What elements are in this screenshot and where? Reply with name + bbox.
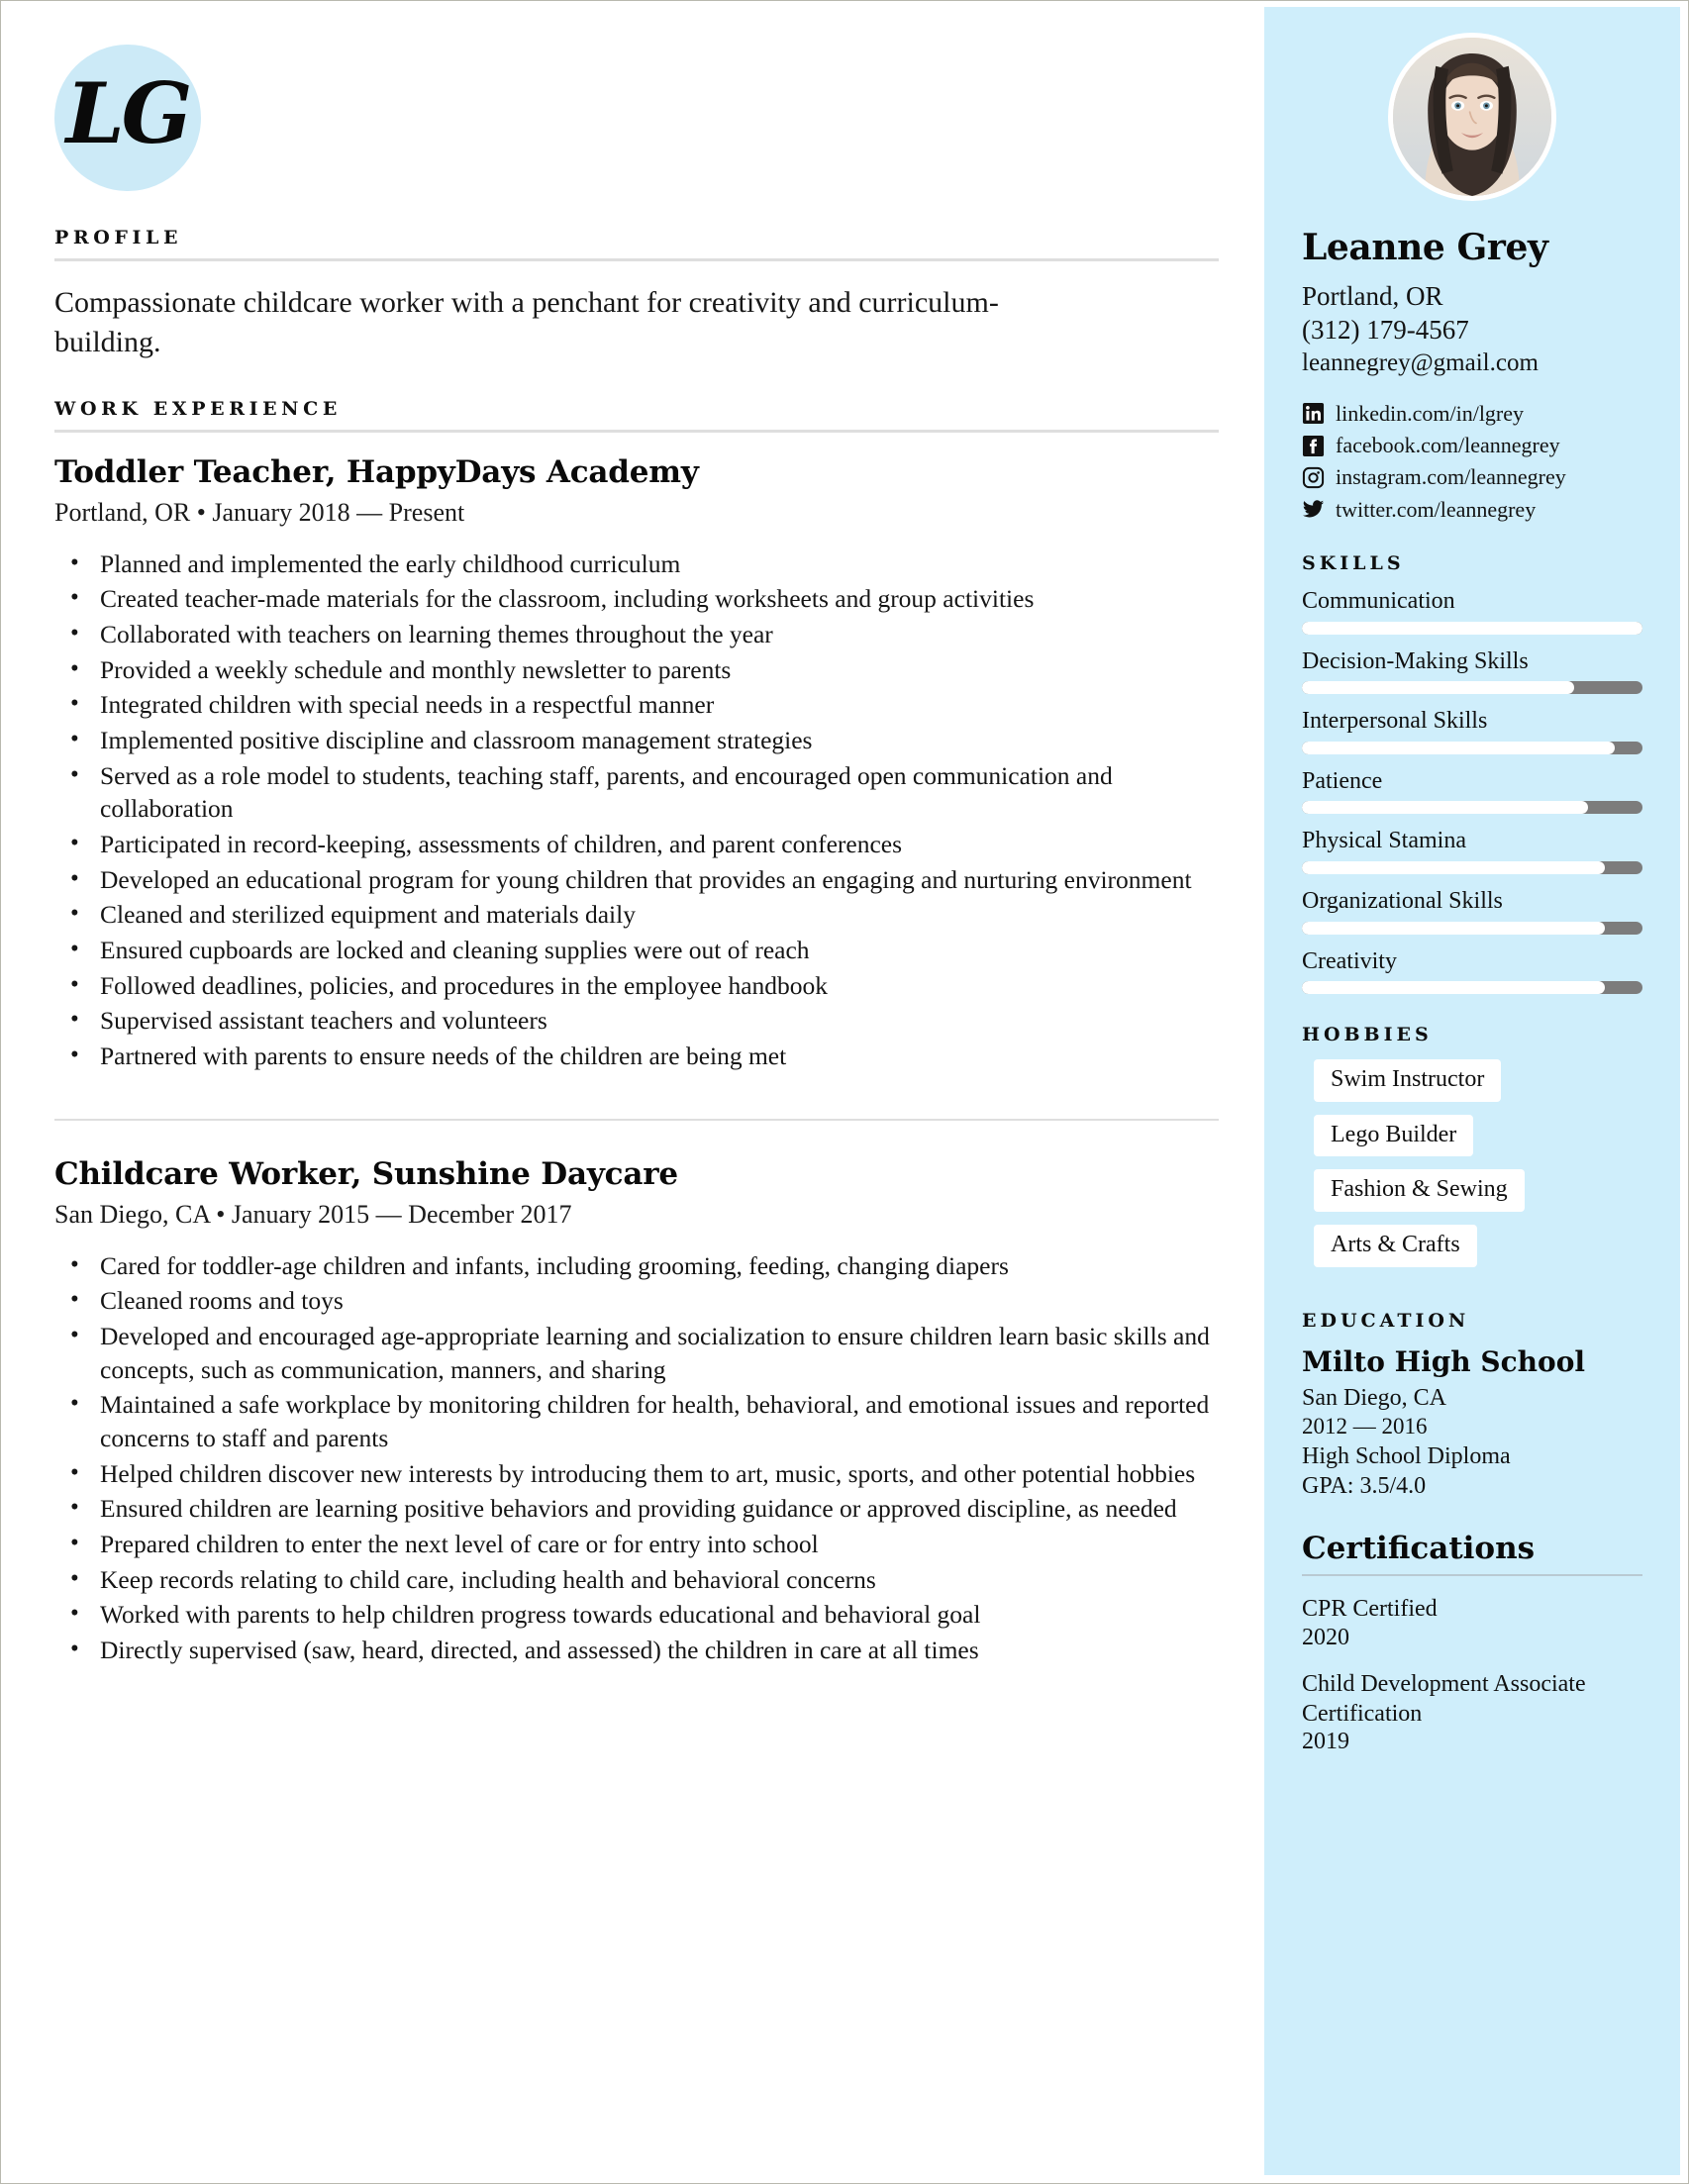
skill-bar-track	[1302, 681, 1642, 694]
social-link-instagram[interactable]	[1302, 464, 1642, 490]
skill-bar-track	[1302, 922, 1642, 935]
certification-year: 2019	[1302, 1728, 1349, 1754]
social-link-facebook[interactable]	[1302, 433, 1642, 458]
profile-summary: Compassionate childcare worker with a penchant for creativity and curriculum-building.	[54, 286, 999, 358]
monogram-logo	[54, 45, 201, 191]
social-link-text: instagram.com/leannegrey	[1336, 464, 1566, 490]
job-bullet: • Collaborated with teachers on learning themes throughout the year	[54, 618, 1219, 651]
skill-bar-track	[1302, 742, 1642, 754]
skill-label: Interpersonal Skills	[1302, 708, 1488, 735]
avatar-container	[1302, 33, 1642, 201]
certification-name: CPR Certified	[1302, 1596, 1438, 1623]
job-meta: Portland, OR • January 2018 — Present	[54, 497, 465, 527]
job-bullet: • Maintained a safe workplace by monitoring children for health, behavioral, and emotional issues and reported concerns to staff and parents	[54, 1388, 1219, 1454]
job-bullet: • Integrated children with special needs in a respectful manner	[54, 688, 1219, 722]
skill-bar-fill	[1302, 922, 1605, 935]
skill-item	[1302, 888, 1642, 935]
education-entry	[1302, 1345, 1642, 1502]
job-bullet: • Partnered with parents to ensure needs of the children are being met	[54, 1040, 1219, 1073]
work-divider	[54, 430, 1219, 433]
social-link-text: facebook.com/leannegrey	[1336, 432, 1560, 457]
certification-year: 2020	[1302, 1624, 1349, 1650]
job-bullet: • Followed deadlines, policies, and procedures in the employee handbook	[54, 969, 1219, 1003]
skill-bar-track	[1302, 622, 1642, 635]
skills-heading: SKILLS	[1302, 552, 1405, 575]
job-entry	[54, 1156, 1219, 1667]
skill-item	[1302, 768, 1642, 815]
hobby-chip: Lego Builder	[1314, 1115, 1473, 1157]
skill-bar-fill	[1302, 801, 1588, 814]
monogram-initials: LG	[65, 64, 190, 162]
hobby-chip: Fashion & Sewing	[1314, 1169, 1525, 1212]
job-bullet: • Provided a weekly schedule and monthly newsletter to parents	[54, 653, 1219, 687]
education-heading: EDUCATION	[1302, 1309, 1470, 1332]
hobby-list	[1302, 1059, 1642, 1279]
job-bullet: • Directly supervised (saw, heard, directed, and assessed) the children in care at all times	[54, 1634, 1219, 1667]
twitter-icon	[1302, 498, 1325, 521]
job-bullet: • Created teacher-made materials for the classroom, including worksheets and group activities	[54, 582, 1219, 616]
social-link-linkedin[interactable]	[1302, 401, 1642, 427]
skill-label: Patience	[1302, 767, 1383, 794]
job-bullet: • Ensured cupboards are locked and cleaning supplies were out of reach	[54, 934, 1219, 967]
job-bullet: • Served as a role model to students, teaching staff, parents, and encouraged open communication and collaboration	[54, 759, 1219, 826]
linkedin-icon	[1302, 402, 1325, 425]
skill-item	[1302, 648, 1642, 695]
social-link-text: twitter.com/leannegrey	[1336, 496, 1537, 522]
job-bullet: • Developed an educational program for young children that provides an engaging and nurturing environment	[54, 863, 1219, 897]
job-bullet: • Keep records relating to child care, including health and behavioral concerns	[54, 1563, 1219, 1597]
job-bullet: • Worked with parents to help children progress towards educational and behavioral goal	[54, 1598, 1219, 1632]
job-bullet: • Helped children discover new interests by introducing them to art, music, sports, and other potential hobbies	[54, 1457, 1219, 1491]
skill-label: Decision-Making Skills	[1302, 647, 1529, 674]
job-bullet: • Ensured children are learning positive behaviors and providing guidance or approved discipline, as needed	[54, 1492, 1219, 1526]
profile-section-heading: PROFILE	[54, 227, 183, 248]
certifications-divider	[1302, 1574, 1642, 1576]
job-bullet-list	[54, 547, 1219, 1073]
hobby-chip: Arts & Crafts	[1314, 1225, 1477, 1267]
social-link-text: linkedin.com/in/lgrey	[1336, 400, 1525, 426]
skill-bar-fill	[1302, 861, 1605, 874]
education-school: Milto High School	[1302, 1344, 1586, 1378]
job-title: Toddler Teacher, HappyDays Academy	[54, 453, 699, 490]
resume-canvas	[7, 7, 1680, 2175]
skill-item	[1302, 588, 1642, 635]
main-column	[7, 7, 1264, 2175]
job-bullet: • Participated in record-keeping, assessments of children, and parent conferences	[54, 828, 1219, 861]
certification-entry	[1302, 1669, 1642, 1755]
skill-label: Creativity	[1302, 947, 1397, 974]
job-bullet: • Cleaned rooms and toys	[54, 1284, 1219, 1318]
skill-bar-track	[1302, 801, 1642, 814]
skill-bar-fill	[1302, 622, 1642, 635]
job-bullet: • Planned and implemented the early childhood curriculum	[54, 547, 1219, 581]
job-bullet: • Implemented positive discipline and classroom management strategies	[54, 724, 1219, 757]
skill-bar-fill	[1302, 981, 1605, 994]
certification-entry	[1302, 1594, 1642, 1650]
job-bullet: • Developed and encouraged age-appropriate learning and socialization to ensure children learn basic skills and concepts, such as communication, manners, and sharing	[54, 1320, 1219, 1386]
avatar	[1388, 33, 1556, 201]
job-bullet-list	[54, 1249, 1219, 1667]
certification-name: Child Development Associate Certification	[1302, 1670, 1586, 1727]
job-divider	[54, 1119, 1219, 1121]
hobbies-heading: HOBBIES	[1302, 1024, 1433, 1046]
skill-label: Communication	[1302, 588, 1455, 615]
skill-item	[1302, 708, 1642, 754]
skill-label: Organizational Skills	[1302, 888, 1503, 915]
job-entry	[54, 454, 1219, 1073]
education-gpa: GPA: 3.5/4.0	[1302, 1473, 1427, 1500]
skill-item	[1302, 948, 1642, 995]
skill-bar-fill	[1302, 681, 1574, 694]
facebook-icon	[1302, 435, 1325, 457]
skill-item	[1302, 828, 1642, 874]
education-years: 2012 — 2016	[1302, 1413, 1428, 1439]
job-bullet: • Supervised assistant teachers and volunteers	[54, 1004, 1219, 1038]
job-bullet: • Prepared children to enter the next level of care or for entry into school	[54, 1528, 1219, 1561]
profile-divider	[54, 258, 1219, 261]
instagram-icon	[1302, 466, 1325, 489]
hobby-chip: Swim Instructor	[1314, 1059, 1501, 1102]
candidate-location: Portland, OR	[1302, 281, 1443, 311]
work-section-heading: WORK EXPERIENCE	[54, 397, 342, 420]
job-meta: San Diego, CA • January 2015 — December 2017	[54, 1199, 572, 1229]
candidate-name: Leanne Grey	[1302, 227, 1548, 268]
social-link-twitter[interactable]	[1302, 497, 1642, 523]
job-title: Childcare Worker, Sunshine Daycare	[54, 1155, 678, 1192]
candidate-email: leannegrey@gmail.com	[1302, 348, 1539, 376]
education-degree: High School Diploma	[1302, 1442, 1511, 1469]
skill-bar-fill	[1302, 742, 1615, 754]
certifications-heading: Certifications	[1302, 1531, 1536, 1567]
skill-label: Physical Stamina	[1302, 828, 1466, 854]
skill-bar-track	[1302, 981, 1642, 994]
candidate-phone: (312) 179-4567	[1302, 314, 1469, 345]
skill-bar-track	[1302, 861, 1642, 874]
job-bullet: • Cleaned and sterilized equipment and materials daily	[54, 898, 1219, 932]
education-location: San Diego, CA	[1302, 1384, 1446, 1411]
sidebar	[1264, 7, 1680, 2175]
job-bullet: • Cared for toddler-age children and infants, including grooming, feeding, changing diapers	[54, 1249, 1219, 1283]
